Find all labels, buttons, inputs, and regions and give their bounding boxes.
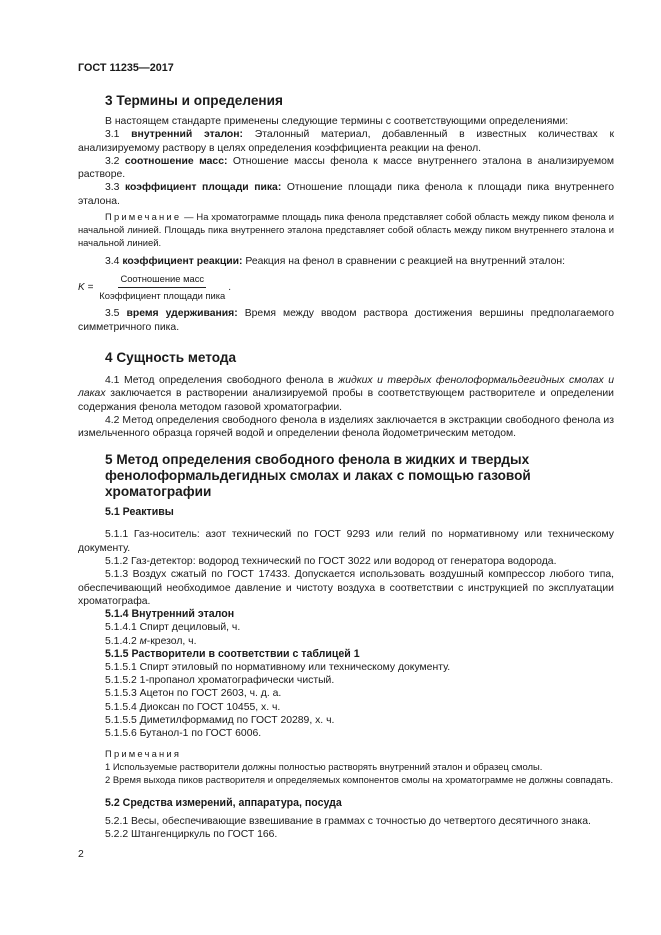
term-num: 3.2 [105, 155, 120, 167]
subsection-5-1: 5.1 Реактивы [105, 506, 174, 519]
text: заключается в растворении анализируемой пробы в соответствующем растворителе и определении содержания фенола методом газовой хроматографии. [78, 388, 614, 413]
para-5-1-2: 5.1.2 Газ-детектор: водород технический по ГОСТ 3022 или водород от генератора водорода. [105, 556, 557, 568]
list-item: 5.1.5.4 Диоксан по ГОСТ 10455, х. ч. [105, 701, 281, 713]
page-header: ГОСТ 11235—2017 [78, 62, 174, 74]
term-name: время удерживания: [126, 308, 238, 320]
text-italic: м [139, 635, 147, 647]
list-item: 5.1.5.1 Спирт этиловый по нормативному или техническому документу. [105, 661, 451, 673]
note-label: Примечание [105, 211, 182, 223]
term-3-5 [78, 307, 614, 334]
formula-lhs: K = [78, 282, 94, 294]
term-num: 3.1 [105, 129, 120, 141]
para-5-1-1: 5.1.1 Газ-носитель: азот технический по ГОСТ 9293 или гелий по нормативному или техническому документу. [78, 529, 614, 554]
term-3-1 [78, 128, 614, 155]
para-5-1-4-2 [78, 635, 614, 648]
solvent-list [78, 661, 614, 741]
formula-k [78, 273, 614, 302]
term-3-2 [78, 155, 614, 182]
para-5-2-2: 5.2.2 Штангенциркуль по ГОСТ 166. [105, 828, 278, 840]
para-5-1-3: 5.1.3 Воздух сжатый по ГОСТ 17433. Допускается использовать воздушный компрессор любого типа, обеспечивающий необходимое давление и чистоту воздуха в соответствии с инструкцией по эксплуатации хроматографа. [78, 569, 614, 607]
subsection-5-1-5: 5.1.5 Растворители в соответствии с таблицей 1 [105, 647, 360, 660]
text: 5.1.4.2 [105, 635, 140, 647]
term-def: Отношение массы фенола к массе внутреннего эталона в анализируемом растворе. [78, 155, 615, 181]
notes-label: Примечания [105, 747, 182, 759]
list-item: 5.1.5.2 1-пропанол хроматографически чистый. [105, 675, 335, 687]
term-name: коэффициент площади пика: [124, 182, 282, 194]
para-4-2: 4.2 Метод определения свободного фенола в изделиях заключается в экстракции свободного фенола из измельченного образца горячей водой и определении фенола йодометрическим методом. [78, 414, 614, 440]
term-def: Время между вводом раствора достижения вершины предполагаемого симметричного пика. [78, 308, 614, 333]
para-4-1 [78, 374, 614, 414]
term-name: коэффициент реакции: [122, 256, 243, 268]
title-line: хроматографии [105, 484, 212, 500]
formula-denominator: Коэффициент площади пика [99, 290, 226, 302]
page-number: 2 [78, 849, 84, 861]
formula-end: . [228, 282, 232, 294]
section-5-title [78, 452, 614, 500]
subsection-5-1-4: 5.1.4 Внутренний эталон [105, 608, 235, 621]
para-5-1-4-1: 5.1.4.1 Спирт дециловый, ч. [105, 622, 241, 634]
para-5-2-1: 5.2.1 Весы, обеспечивающие взвешивание в граммах с точностью до четвертого десятичного знака. [105, 815, 591, 827]
note-1: 1 Используемые растворители должны полностью растворять внутренний эталон и образец смолы. [105, 760, 543, 772]
section-3-title: 3 Термины и определения [105, 93, 283, 108]
term-def: Эталонный материал, добавленный в известных количествах к анализируемому раствору в целях определения коэффициента реакции на фенол. [78, 129, 615, 154]
term-num: 3.3 [105, 182, 120, 194]
term-3-3 [78, 181, 614, 208]
list-item: 5.1.5.6 Бутанол-1 по ГОСТ 6006. [105, 728, 262, 740]
text: 4.1 Метод определения свободного фенола в [105, 374, 339, 386]
term-def: Реакция на фенол в сравнении с реакцией на внутренний эталон: [245, 256, 566, 268]
text: -крезол, ч. [146, 635, 197, 647]
page-content [78, 62, 614, 862]
section-3-intro: В настоящем стандарте применены следующие термины с соответствующими определениями: [105, 116, 569, 127]
term-num: 3.5 [105, 308, 120, 320]
section-4-title: 4 Сущность метода [105, 349, 237, 365]
formula-numerator: Соотношение масс [118, 273, 206, 288]
note-3 [78, 210, 614, 249]
subsection-5-2: 5.2 Средства измерений, аппаратура, посуда [105, 796, 342, 809]
term-name: внутренний эталон: [131, 129, 244, 141]
note-text: — На хроматограмме площадь пика фенола представляет собой область между пиком фенола и начальной линией. Площадь пика внутреннего эталона представляет собой область между пиком внутреннего эталона и начальной линией. [78, 211, 614, 249]
title-line: фенолоформальдегидных смолах и лаках с помощью газовой [105, 468, 531, 484]
list-item: 5.1.5.3 Ацетон по ГОСТ 2603, ч. д. а. [105, 688, 282, 700]
term-num: 3.4 [105, 256, 120, 268]
text-italic: жидких и твердых фенолоформальдегидных смолах и лаках [78, 374, 615, 400]
list-item: 5.1.5.5 Диметилформамид по ГОСТ 20289, х. ч. [105, 715, 335, 727]
term-def: Отношение площади пика фенола к площади пика внутреннего эталона. [78, 182, 614, 207]
term-name: соотношение масс: [124, 155, 228, 167]
note-2: 2 Время выхода пиков растворителя и определяемых компонентов смолы на хроматограмме не должны совпадать. [105, 773, 614, 785]
term-3-4 [78, 255, 614, 268]
title-line: 5 Метод определения свободного фенола в жидких и твердых [105, 452, 530, 468]
